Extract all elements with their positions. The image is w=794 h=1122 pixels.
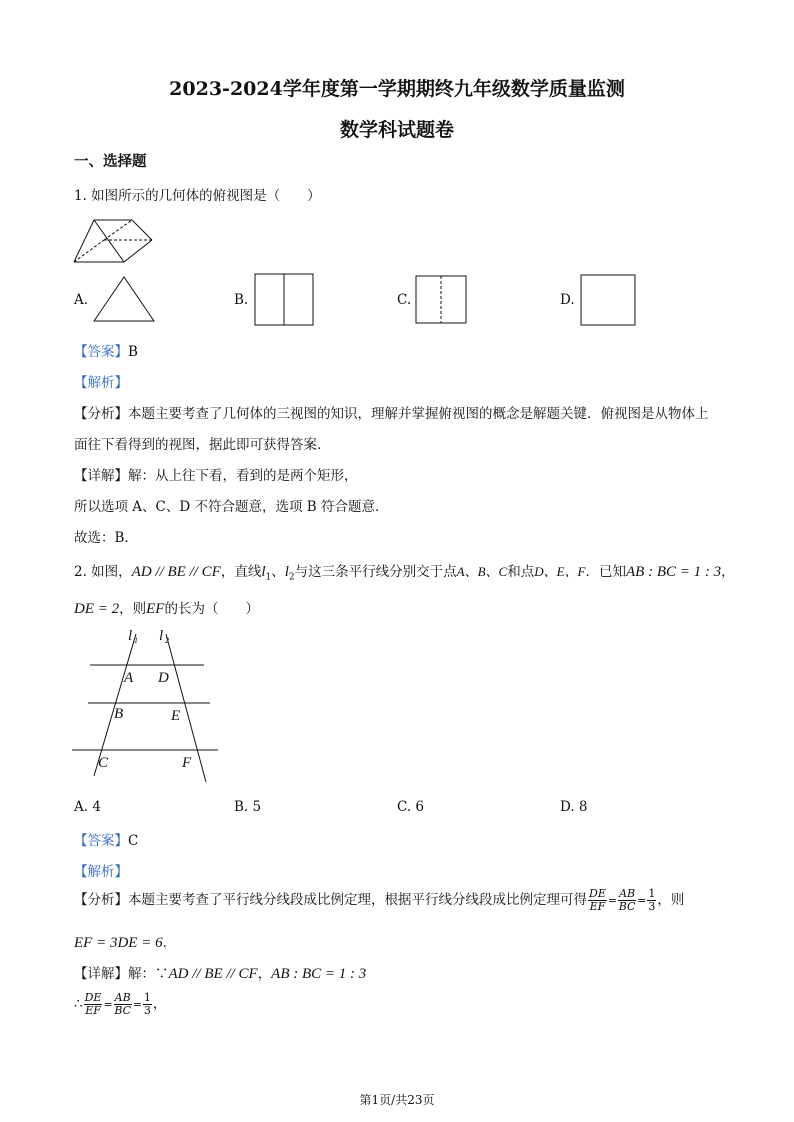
q2-sep: 、 [271, 564, 285, 580]
q1-detail-line-1 [74, 464, 358, 484]
q2-detail-line-1 [74, 962, 366, 983]
q1-detail-line-2: 所以选项 A、C、D 不符合题意，选项 B 符合题意． [74, 499, 389, 515]
label-l2-sub: 2 [165, 636, 169, 645]
q2-stem-text: 与这三条平行线分别交于点 [294, 564, 457, 580]
q1-option-d-label: D. [560, 292, 575, 308]
q1-option-c-label: C. [397, 292, 412, 308]
label-l1-sub: 1 [134, 636, 138, 645]
answer-tag: 【答案】 [74, 833, 128, 849]
q2-points-def: D、E、F [534, 564, 586, 579]
detail-tag: 【详解】 [74, 966, 128, 982]
rectangle-solid-line-icon [253, 272, 315, 328]
label-f: F [182, 755, 192, 771]
q1-option-b-label: B. [234, 292, 249, 308]
label-l1: l [128, 628, 133, 644]
prism-edge [132, 220, 152, 240]
q2-option-b: B. 5 [234, 799, 262, 815]
q2-parallel-expr: AD // BE // CF [168, 966, 258, 982]
frac-num: 1 [143, 991, 151, 1004]
q2-number: 2. 如图， [74, 564, 132, 580]
q2-line-l2-sub: 2 [288, 572, 295, 583]
detail-text: ， [152, 996, 167, 1012]
therefore-symbol: ∴ [74, 996, 83, 1012]
detail-tag: 【详解】 [74, 468, 128, 484]
q2-ef: EF [146, 601, 165, 617]
parallel-lines-figure [68, 624, 228, 786]
fenxi-tag: 【分析】 [74, 892, 128, 908]
q2-stem-text: ．已知 [585, 564, 626, 580]
equals-sign: = [607, 894, 618, 907]
frac-num: DE [84, 991, 102, 1004]
fenxi-text: ，则 [657, 892, 685, 908]
fraction-de-ef [588, 888, 607, 913]
q2-detail-line-2 [74, 992, 166, 1017]
frac-den: 3 [143, 1004, 151, 1017]
q2-stem-line-2 [74, 597, 259, 618]
frac-den: BC [618, 900, 636, 913]
prism-hidden-edge [74, 240, 104, 262]
q1-fenxi-line-2: 面往下看得到的视图，据此即可获得答案． [74, 437, 331, 453]
fraction-1-3 [143, 992, 152, 1017]
fraction-ab-bc [114, 992, 132, 1017]
answer-value: B [128, 344, 138, 360]
page-subtitle: 数学科试题卷 [339, 119, 454, 141]
q2-fenxi-line-2 [74, 931, 176, 952]
q2-analysis-tag: 【解析】 [74, 864, 128, 880]
q2-option-a: A. 4 [74, 799, 101, 815]
label-b: B [114, 706, 124, 722]
fraction-1-3 [647, 888, 656, 913]
detail-text: ， [257, 966, 272, 982]
q1-analysis-tag: 【解析】 [74, 375, 128, 391]
q2-stem-text: 和点 [507, 564, 535, 580]
fraction-ab-bc [618, 888, 636, 913]
prism-figure [70, 212, 162, 268]
q2-line-l2: l [284, 564, 289, 580]
q2-line-l1-sub: 1 [265, 572, 272, 583]
q2-ef-eq: EF = 3DE = 6 [74, 935, 163, 951]
label-a: A [124, 670, 134, 686]
frac-den: EF [85, 1004, 101, 1017]
q2-fenxi-line-1 [74, 888, 684, 913]
q1-option-a-label: A. [74, 292, 89, 308]
q2-points-abc: A、B、C [456, 564, 508, 579]
page-footer: 第1页/共23页 [359, 1093, 435, 1107]
fenxi-text: 本题主要考查了几何体的三视图的知识，理解并掌握俯视图的概念是解题关键．俯视图是从物体上 [128, 406, 709, 422]
frac-den: BC [114, 1004, 132, 1017]
prism-edge [124, 240, 152, 262]
q2-line-l1: l [261, 564, 266, 580]
frac-num: DE [589, 887, 606, 900]
q2-stem-text: ， [721, 564, 735, 580]
detail-text: 解：∵ [128, 966, 169, 982]
frac-den: EF [589, 900, 606, 913]
q1-fenxi-line-1 [74, 402, 709, 422]
page-title: 2023-2024学年度第一学期期终九年级数学质量监测 [169, 78, 625, 100]
q2-option-d: D. 8 [560, 799, 588, 815]
q2-option-c: C. 6 [397, 799, 425, 815]
equals-sign: = [637, 894, 647, 907]
triangle-view-icon [92, 275, 158, 325]
equals-sign: = [103, 998, 113, 1011]
q2-ratio: AB : BC = 1 : 3 [271, 966, 367, 982]
label-e: E [171, 708, 181, 724]
answer-tag: 【答案】 [74, 344, 128, 360]
fenxi-text: ． [162, 935, 177, 951]
q1-answer [74, 340, 138, 360]
fenxi-tag: 【分析】 [74, 406, 128, 422]
label-l2: l [159, 628, 164, 644]
q2-parallel-expr: AD // BE // CF [131, 564, 221, 580]
prism-hidden-edge [104, 220, 132, 240]
q1-stem: 1. 如图所示的几何体的俯视图是（ ） [74, 188, 321, 204]
prism-edge [94, 220, 124, 262]
frac-den: 3 [648, 900, 656, 913]
detail-text: 解：从上往下看，看到的是两个矩形， [128, 468, 358, 484]
frac-num: AB [114, 991, 131, 1004]
frac-num: 1 [648, 887, 656, 900]
frac-num: AB [619, 887, 636, 900]
prism-edge [74, 220, 94, 262]
q2-stem-line-1 [74, 560, 735, 583]
q2-answer [74, 829, 138, 849]
label-d: D [158, 670, 169, 686]
equals-sign: = [132, 998, 142, 1011]
q2-stem-text: 的长为（ ） [164, 601, 259, 617]
q2-stem-text: ，直线 [220, 564, 262, 580]
rectangle-icon [579, 273, 637, 327]
label-c: C [98, 755, 109, 771]
q2-de-eq: DE = 2 [74, 601, 120, 617]
q2-ratio: AB : BC = 1 : 3 [626, 564, 722, 580]
fraction-de-ef [84, 992, 103, 1017]
q2-stem-text: ，则 [119, 601, 147, 617]
rectangle-dashed-line-icon [414, 274, 468, 326]
answer-value: C [128, 833, 139, 849]
fenxi-text: 本题主要考查了平行线分线段成比例定理，根据平行线分线段成比例定理可得 [128, 892, 587, 908]
q1-detail-line-3: 故选：B． [74, 530, 138, 546]
section-title: 一、选择题 [74, 153, 147, 170]
